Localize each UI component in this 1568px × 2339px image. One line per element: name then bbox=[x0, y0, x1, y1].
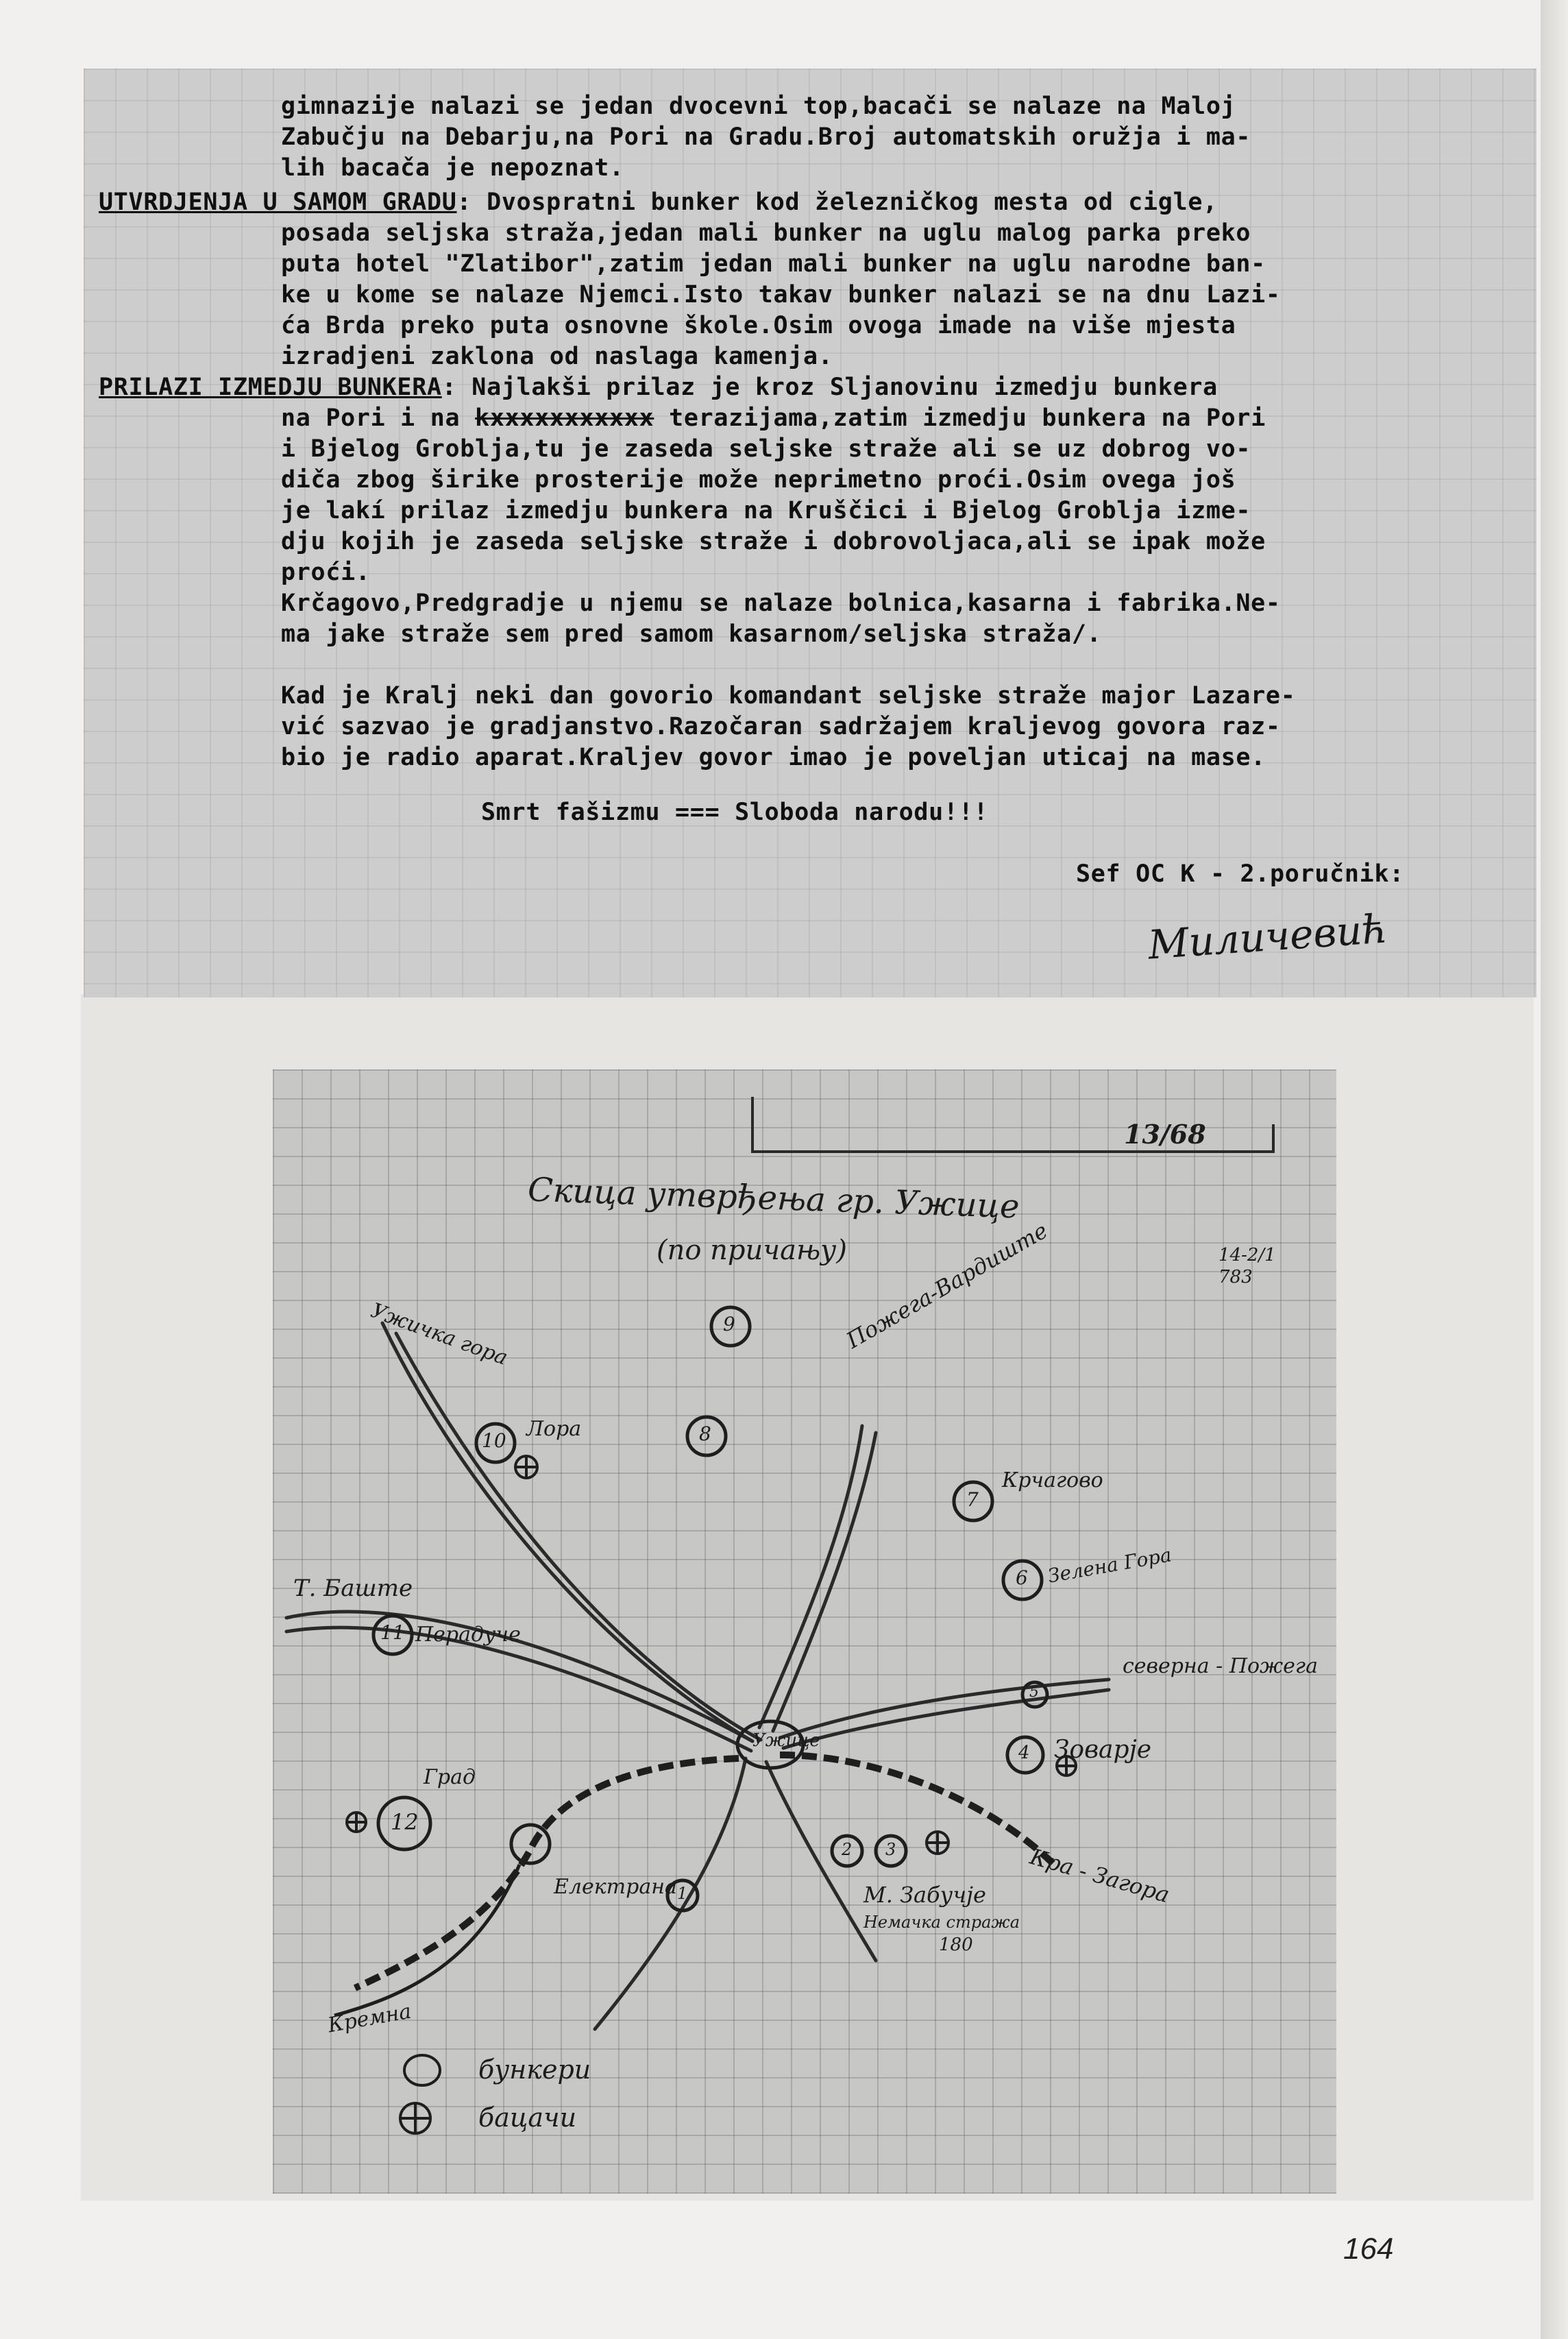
road-nw bbox=[382, 1323, 752, 1741]
position-number: 3 bbox=[885, 1840, 896, 1859]
archive-number: 13/68 bbox=[1124, 1119, 1206, 1150]
position-number: 6 bbox=[1016, 1566, 1028, 1589]
typed-line: bio je radio aparat.Kraljev govor imao je poveljan uticaj na mase. bbox=[281, 744, 1266, 771]
legend-bunker-symbol bbox=[404, 2055, 440, 2085]
label-german-guard: Немачка стража bbox=[863, 1913, 1020, 1932]
typed-line-approaches: PRILAZI IZMEDJU BUNKERA: Najlakši prilaz je kroz Sljanovinu izmedju bunkera bbox=[99, 374, 1218, 401]
position-number: 4 bbox=[1018, 1743, 1030, 1763]
typed-line: proći. bbox=[281, 559, 371, 586]
typed-line: puta hotel "Zlatibor",zatim jedan mali bunker na uglu narodne ban- bbox=[281, 250, 1266, 278]
label-northeast-road: северна - Пожега bbox=[1123, 1654, 1318, 1678]
legend-mortars-label: бацачи bbox=[478, 2102, 577, 2133]
numbered-positions bbox=[373, 1307, 1047, 1911]
typed-line: ke u kome se nalaze Njemci.Isto takav bunker nalazi se na dnu Lazi- bbox=[281, 281, 1281, 308]
typed-line: izradjeni zaklona od naslaga kamenja. bbox=[281, 343, 833, 370]
label-krcagovo: Крчагово bbox=[1002, 1468, 1103, 1492]
typed-line-with-strikeout: na Pori i na kxxxxxxxxxxx terazijama,zatim izmedju bunkera na Pori bbox=[281, 404, 1266, 432]
typed-line: je lakí prilaz izmedju bunkera na Kruščici i Bjelog Groblja izme- bbox=[281, 497, 1251, 524]
handwritten-signature: Миличевић bbox=[1146, 905, 1389, 969]
signatory-line: Sef OC K - 2.poručnik: bbox=[1076, 860, 1404, 888]
label-zovarje: Зоварје bbox=[1054, 1736, 1152, 1764]
label-southwest-road: Кремна bbox=[326, 1999, 413, 2038]
position-number: 2 bbox=[842, 1840, 853, 1859]
label-southeast-road: Кра - Загора bbox=[1027, 1843, 1173, 1908]
typed-line: vić sazvao je gradjanstvo.Razočaran sadržajem kraljevog govora raz- bbox=[281, 713, 1281, 740]
label-180: 180 bbox=[939, 1935, 973, 1955]
label-peraduce: Перадуче bbox=[415, 1623, 521, 1647]
typed-report-photo bbox=[84, 69, 1536, 997]
typed-line: posada seljska straža,jedan mali bunker na uglu malog parka preko bbox=[281, 219, 1251, 247]
typed-line: Krčagovo,Predgradje u njemu se nalaze bolnica,kasarna i fabrika.Ne- bbox=[281, 590, 1281, 617]
label-north-road: Пожега-Вардиште bbox=[842, 1217, 1053, 1354]
label-northwest-road: Ужичка гора bbox=[367, 1298, 511, 1370]
position-number: 11 bbox=[380, 1621, 405, 1644]
mortar-symbols bbox=[347, 1456, 1076, 2133]
label-lora: Лора bbox=[526, 1417, 582, 1441]
road-ne bbox=[780, 1680, 1109, 1738]
railway-west bbox=[355, 1758, 739, 1988]
heading-approaches: PRILAZI IZMEDJU BUNKERA bbox=[99, 374, 442, 401]
sketch-map-photo bbox=[273, 1069, 1336, 2194]
position-number: 7 bbox=[966, 1488, 979, 1511]
label-m-zabucje: М. Забучје bbox=[863, 1882, 986, 1908]
position-number: 1 bbox=[677, 1884, 688, 1903]
label-west-road: Т. Баште bbox=[293, 1575, 413, 1602]
sketch-title: Скица утврђења гр. Ужице bbox=[527, 1170, 1020, 1226]
position-number: 8 bbox=[699, 1422, 711, 1445]
label-uzice-center: Ужице bbox=[752, 1730, 820, 1751]
position-number: 12 bbox=[391, 1809, 419, 1835]
typed-line-fortifications: UTVRDJENJA U SAMOM GRADU: Dvospratni bunker kod železničkog mesta od cigle, bbox=[99, 189, 1218, 216]
typed-line: Kad je Kralj neki dan govorio komandant seljske straže major Lazare- bbox=[281, 682, 1296, 710]
legend-bunkers-label: бункери bbox=[478, 2055, 591, 2085]
position-number: 10 bbox=[482, 1429, 506, 1452]
typed-line: dju kojih je zaseda seljske straže i dobrovoljaca,ali se ipak može bbox=[281, 528, 1266, 555]
label-elektrana: Електрана bbox=[554, 1875, 677, 1899]
road-nw-parallel bbox=[396, 1333, 761, 1740]
typed-line: ća Brda preko puta osnovne škole.Osim ovoga imade na više mjesta bbox=[281, 312, 1236, 339]
typed-line: ma jake straže sem pred samom kasarnom/seljska straža/. bbox=[281, 620, 1102, 648]
typed-line: diča zbog širike prosterije može neprimetno proći.Osim ovega još bbox=[281, 466, 1236, 494]
typed-line: gimnazije nalazi se jedan dvocevni top,bacači se nalaze na Maloj bbox=[281, 93, 1236, 120]
heading-fortifications: UTVRDJENJA U SAMOM GRADU bbox=[99, 189, 457, 216]
book-spine-shadow bbox=[1541, 0, 1568, 2339]
label-jelova-gora: Зелена Гора bbox=[1046, 1543, 1173, 1588]
road-n bbox=[759, 1426, 862, 1728]
sketch-subtitle: (по причању) bbox=[657, 1235, 847, 1266]
struck-out-text: kxxxxxxxxxxx bbox=[475, 404, 654, 432]
position-number: 5 bbox=[1029, 1684, 1039, 1701]
typed-line: i Bjelog Groblja,tu je zaseda seljske straže ali se uz dobrog vo- bbox=[281, 435, 1251, 463]
label-grad: Град bbox=[424, 1765, 476, 1789]
typed-line: lih bacača je nepoznat. bbox=[281, 154, 624, 182]
river bbox=[334, 1865, 519, 2015]
slogan-line: Smrt fašizmu === Sloboda narodu!!! bbox=[481, 799, 989, 826]
page-number: 164 bbox=[1343, 2232, 1394, 2266]
margin-note: 783 bbox=[1218, 1267, 1253, 1287]
position-number: 9 bbox=[723, 1313, 735, 1335]
road-n-parallel bbox=[773, 1433, 876, 1731]
railway-east bbox=[780, 1755, 1054, 1865]
typed-line: Zabučju na Debarju,na Pori na Gradu.Broj automatskih oružja i ma- bbox=[281, 123, 1251, 151]
margin-note: 14-2/1 bbox=[1218, 1245, 1276, 1265]
